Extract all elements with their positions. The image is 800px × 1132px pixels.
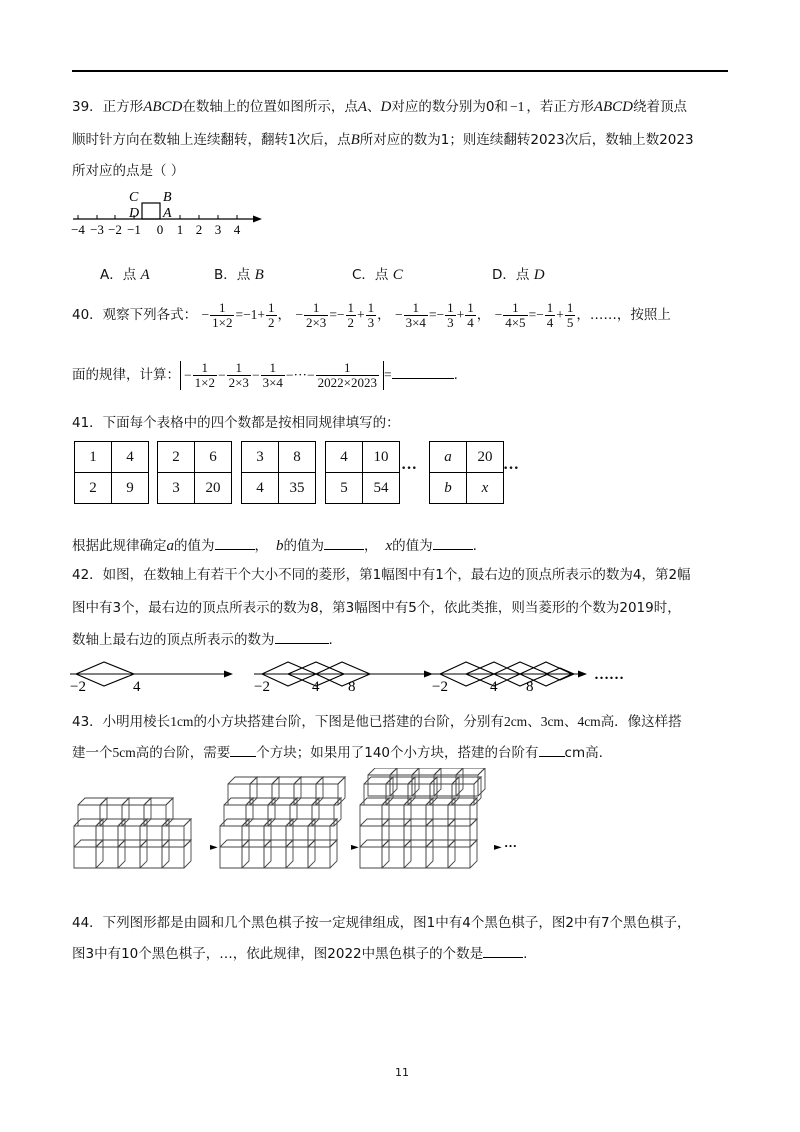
cube-edge [426, 840, 433, 868]
q43-line2: 建一个5cm高的台阶，需要 个方块；如果用了140个小方块，搭建的台阶有 cm高. [72, 745, 603, 761]
svg-text:►: ► [351, 842, 359, 853]
cube-edge [166, 798, 173, 826]
q41-table-2: 2 6 3 20 [157, 441, 232, 504]
cube-edge [242, 840, 271, 847]
cube-edge [294, 777, 323, 784]
cube-edge [78, 798, 107, 805]
cube-edge [78, 805, 100, 826]
cube-edge [330, 819, 337, 847]
cube-edge [390, 768, 397, 796]
axis-label: 1 [176, 222, 184, 237]
cube-edge [96, 840, 125, 847]
cube-edge [224, 805, 246, 826]
cube-edge [246, 798, 253, 826]
cube-edge [426, 798, 433, 826]
cube-edge [100, 798, 107, 826]
cube-edge [426, 819, 455, 826]
cube-edge [338, 777, 345, 805]
cube-edge [470, 798, 477, 826]
cube-edge [368, 775, 390, 796]
cube-edge [456, 768, 485, 775]
cube-edge [404, 840, 433, 847]
q39-line1: 39．正方形ABCD在数轴上的位置如图所示，点A、D对应的数分别为0和 −1 ，若正方形ABCD绕着顶点 [72, 99, 688, 115]
cube-edge [382, 819, 389, 847]
cube-edge [456, 768, 463, 796]
q41-table-3: 3 8 4 35 [241, 441, 316, 504]
cube-edge [382, 840, 411, 847]
cube-edge [360, 847, 382, 868]
q39-option-d[interactable]: D．点 D [492, 267, 545, 283]
axis-label: 3 [214, 222, 222, 237]
label-d: D [129, 206, 140, 221]
cube-edge [426, 840, 455, 847]
cube-edge [308, 840, 315, 868]
q44-line2: 图3中有10个黑色棋子，…，依此规律，图2022中黑色棋子的个数是 . [72, 946, 528, 962]
q43-blank-count[interactable] [230, 756, 256, 757]
svg-text:……: …… [594, 667, 624, 683]
q41-blank-b[interactable] [324, 549, 364, 550]
cube-edge [412, 768, 441, 775]
cube-edge [316, 777, 345, 784]
cube-edge [448, 840, 455, 868]
cube-edge [316, 777, 323, 805]
cube-edge [122, 798, 129, 826]
cube-edge [308, 819, 315, 847]
svg-text:−2: −2 [432, 679, 448, 695]
cube-edge [434, 768, 463, 775]
cube-edge [162, 840, 191, 847]
cube-edge [118, 819, 125, 847]
q41-answer-line: 根据此规律确定a的值为 ， b的值为 ， x的值为 . [72, 538, 477, 554]
cube-edge [404, 840, 411, 868]
cube-edge [448, 819, 477, 826]
svg-text:4: 4 [133, 679, 141, 695]
q39-option-c[interactable]: C．点 C [352, 267, 403, 283]
axis-label: −2 [108, 222, 122, 237]
cube-edge [448, 819, 455, 847]
axis-label: −4 [71, 222, 85, 237]
cube-edge [272, 777, 279, 805]
cube-edge [386, 777, 393, 805]
svg-text:4: 4 [312, 679, 320, 695]
q40-answer-blank[interactable] [392, 378, 454, 379]
axis-label: 4 [233, 222, 241, 237]
svg-text:−2: −2 [254, 679, 270, 695]
cube-edge [162, 819, 169, 847]
cube-edge [404, 819, 411, 847]
q42-line3: 数轴上最右边的顶点所表示的数为 . [72, 632, 333, 648]
q39-line3: 所对应的点是（ ） [72, 163, 185, 179]
label-a: A [163, 206, 172, 221]
cube-edge [74, 840, 103, 847]
q41-blank-a[interactable] [215, 549, 255, 550]
cube-edge [434, 768, 441, 796]
cube-edge [408, 777, 415, 805]
cube-edge [404, 798, 411, 826]
cube-edge [312, 798, 319, 826]
q39-line2: 顺时针方向在数轴上连续翻转，翻转1次后，点B所对应的数为1；则连续翻转2023次后，数轴上数2023 [72, 132, 694, 148]
q43-staircase-figures [70, 768, 530, 880]
svg-text:►: ► [210, 842, 218, 853]
cube-edge [448, 840, 477, 847]
cube-edge [308, 840, 337, 847]
cube-edge [220, 847, 242, 868]
cube-edge [390, 768, 419, 775]
cube-edge [452, 777, 459, 805]
cube-edge [184, 840, 191, 868]
abs-value-expression: − $\frac{1}{1\times 2}$ − $\frac{1}{2\times 3}$ − $\frac{1}{3\times 4}$ −···− $\frac{1}{2022\times 2023}$ [180, 361, 384, 390]
q44-answer-blank[interactable] [483, 957, 523, 958]
cube-edge [382, 798, 389, 826]
cube-edge [118, 840, 147, 847]
q41-intro: 41．下面每个表格中的四个数都是按相同规律填写的： [72, 415, 400, 431]
cube-edge [220, 840, 249, 847]
q39-number-line-figure [70, 186, 270, 238]
cube-edge [290, 798, 297, 826]
q44-line1: 44．下列图形都是由圆和几个黑色棋子按一定规律组成，图1中有4个黑色棋子，图2中有7个黑色棋子， [72, 915, 691, 931]
q41-ellipsis: ··· [401, 460, 418, 477]
cube-edge [382, 840, 389, 868]
cube-edge [144, 798, 151, 826]
cube-edge [264, 840, 293, 847]
cube-edge [478, 768, 485, 796]
q41-table-5: a 20 b x [429, 441, 504, 504]
svg-text:8: 8 [526, 679, 534, 695]
cube-edge [426, 819, 433, 847]
q41-blank-x[interactable] [433, 549, 473, 550]
cube-edge [184, 819, 191, 847]
cube-edge [294, 777, 301, 805]
cube-edge [100, 798, 129, 805]
cube-edge [228, 777, 257, 784]
cube-edge [264, 840, 271, 868]
q40-line2: 面的规律，计算： − $\frac{1}{1\times 2}$ − $\frac{1}{2\times 3}$ − $\frac{1}{3\times 4}$ −···− $\frac{1}{2022\times 2023}$ = . [72, 359, 458, 390]
q41-table-4: 4 10 5 54 [325, 441, 400, 504]
cube-edge [382, 819, 411, 826]
cube-edge [74, 847, 96, 868]
q41-ellipsis-2: ··· [503, 460, 520, 477]
svg-text:8: 8 [348, 679, 356, 695]
cube-edge [140, 840, 169, 847]
q40-line1: 40．观察下列各式： − $\frac{1}{1\times 2}$ =−1+ $\frac{1}{2}$ ， − $\frac{1}{2\times 3}$ =− $\frac{1}{2}$ + $\frac{1}{3}$ ， − $\frac{1}{3\times 4}$ =− $\frac{1}{3}$ + $\frac{1}{4}$ ， − $\frac{1}{4\times 5}$ =− $\frac{1}{4}$ + $\frac{1}{5}$ ，……，按照上 [72, 299, 671, 330]
q42-answer-blank[interactable] [275, 643, 329, 644]
cube-edge [122, 798, 151, 805]
q43-line1: 43．小明用棱长1cm的小方块搭建台阶，下图是他已搭建的台阶，分别有2cm、3cm、4cm高．像这样搭 [72, 714, 682, 730]
q43-blank-height[interactable] [539, 756, 565, 757]
axis-label: 2 [195, 222, 203, 237]
q41-table-1: 1 4 2 9 [74, 441, 149, 504]
cube-edge [96, 840, 103, 868]
q39-option-b[interactable]: B．点 B [214, 267, 264, 283]
q42-line2: 图中有3个，最右边的顶点所表示的数为8，第3幅图中有5个，依此类推，则当菱形的个数为2019时， [72, 600, 681, 616]
cube-edge [448, 798, 455, 826]
cube-edge [242, 840, 249, 868]
cube-edge [364, 784, 386, 805]
cube-edge [286, 840, 293, 868]
cube-edge [404, 819, 433, 826]
cube-edge [228, 784, 250, 805]
label-b: B [163, 190, 172, 205]
cube-edge [140, 819, 147, 847]
cube-edge [470, 819, 477, 847]
q42-line1: 42．如图，在数轴上有若干个大小不同的菱形，第1幅图中有1个，最右边的顶点所表示的数为4，第2幅 [72, 567, 691, 583]
cube-edge [368, 768, 397, 775]
header-rule [72, 70, 728, 72]
cube-edge [242, 819, 249, 847]
cube-edge [334, 798, 341, 826]
cube-edge [360, 840, 389, 847]
svg-text:···: ··· [504, 838, 518, 853]
cube-edge [140, 840, 147, 868]
cube-edge [470, 840, 477, 868]
axis-label: −3 [90, 222, 104, 237]
cube-edge [272, 777, 301, 784]
cube-edge [250, 777, 257, 805]
cube-edge [144, 798, 173, 805]
cube-edge [268, 798, 275, 826]
cube-edge [264, 819, 271, 847]
label-c: C [129, 190, 139, 205]
cube-edge [250, 777, 279, 784]
cube-edge [430, 777, 437, 805]
cube-edge [286, 819, 293, 847]
axis-label: 0 [156, 222, 164, 237]
cube-edge [162, 840, 169, 868]
svg-text:4: 4 [490, 679, 498, 695]
cube-edge [412, 768, 419, 796]
cube-edge [118, 840, 125, 868]
axis-label: −1 [127, 222, 141, 237]
cube-edge [360, 819, 389, 826]
svg-text:►: ► [494, 842, 502, 853]
cube-edge [96, 819, 103, 847]
q39-option-a[interactable]: A．点 A [100, 267, 150, 283]
svg-text:−2: −2 [70, 679, 86, 695]
page-number: 11 [395, 1066, 409, 1079]
q42-rhombus-figures [70, 655, 670, 695]
cube-edge [330, 840, 337, 868]
cube-edge [286, 840, 315, 847]
cube-edge [474, 777, 481, 805]
